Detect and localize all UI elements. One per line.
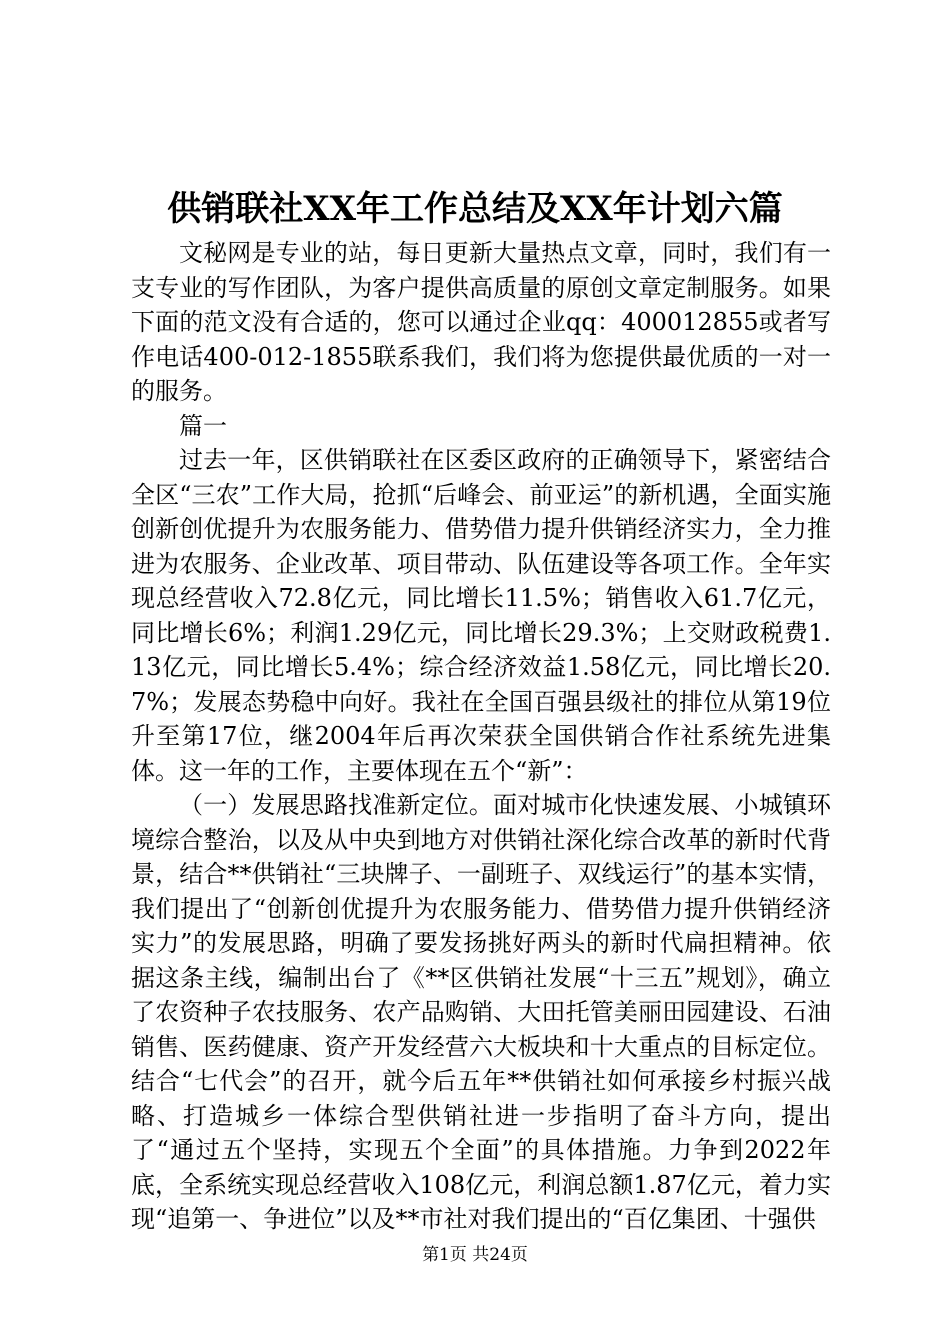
intro-paragraph: 文秘网是专业的站，每日更新大量热点文章，同时，我们有一支专业的写作团队，为客户提供高质量的原创文章定制服务。如果下面的范文没有合适的，您可以通过企业qq：400012855或者写作电话400-012-1855联系我们，我们将为您提供最优质的一对一的服务。: [131, 239, 831, 405]
body-paragraph: 过去一年，区供销联社在区委区政府的正确领导下，紧密结合全区“三农”工作大局，抢抓“后峰会、前亚运”的新机遇，全面实施创新创优提升为农服务能力、借势借力提升供销经济实力，全力推进为农服务、企业改革、项目带动、队伍建设等各项工作。全年实现总经营收入72.8亿元，同比增长11.5%；销售收入61.7亿元，同比增长6%；利润1.29亿元，同比增长29.3%；上交财政税费1.13亿元，同比增长5.4%；综合经济效益1.58亿元，同比增长20.7%；发展态势稳中向好。我社在全国百强县级社的排位从第19位升至第17位，继2004年后再次荣获全国供销合作社系统先进集体。这一年的工作，主要体现在五个“新”：: [131, 446, 831, 785]
body-paragraph: （一）发展思路找准新定位。面对城市化快速发展、小城镇环境综合整治，以及从中央到地方对供销社深化综合改革的新时代背景，结合**供销社“三块牌子、一副班子、双线运行”的基本实情，我们提出了“创新创优提升为农服务能力、借势借力提升供销经济实力”的发展思路，明确了要发扬挑好两头的新时代扁担精神。依据这条主线，编制出台了《**区供销社发展“十三五”规划》，确立了农资种子农技服务、农产品购销、大田托管美丽田园建设、石油销售、医药健康、资产开发经营六大板块和十大重点的目标定位。结合“七代会”的召开，就今后五年**供销社如何承接乡村振兴战略、打造城乡一体综合型供销社进一步指明了奋斗方向，提出了“通过五个坚持，实现五个全面”的具体措施。力争到2022年底，全系统实现总经营收入108亿元，利润总额1.87亿元，着力实现“追第一、争进位”以及**市社对我们提出的“百亿集团、十强供: [131, 791, 831, 1233]
document-title: 供销联社XX年工作总结及XX年计划六篇: [167, 189, 783, 229]
document-body: [131, 236, 831, 1237]
section-heading: 篇一: [179, 411, 227, 440]
page-number-footer: 第1页 共24页: [422, 1245, 528, 1265]
